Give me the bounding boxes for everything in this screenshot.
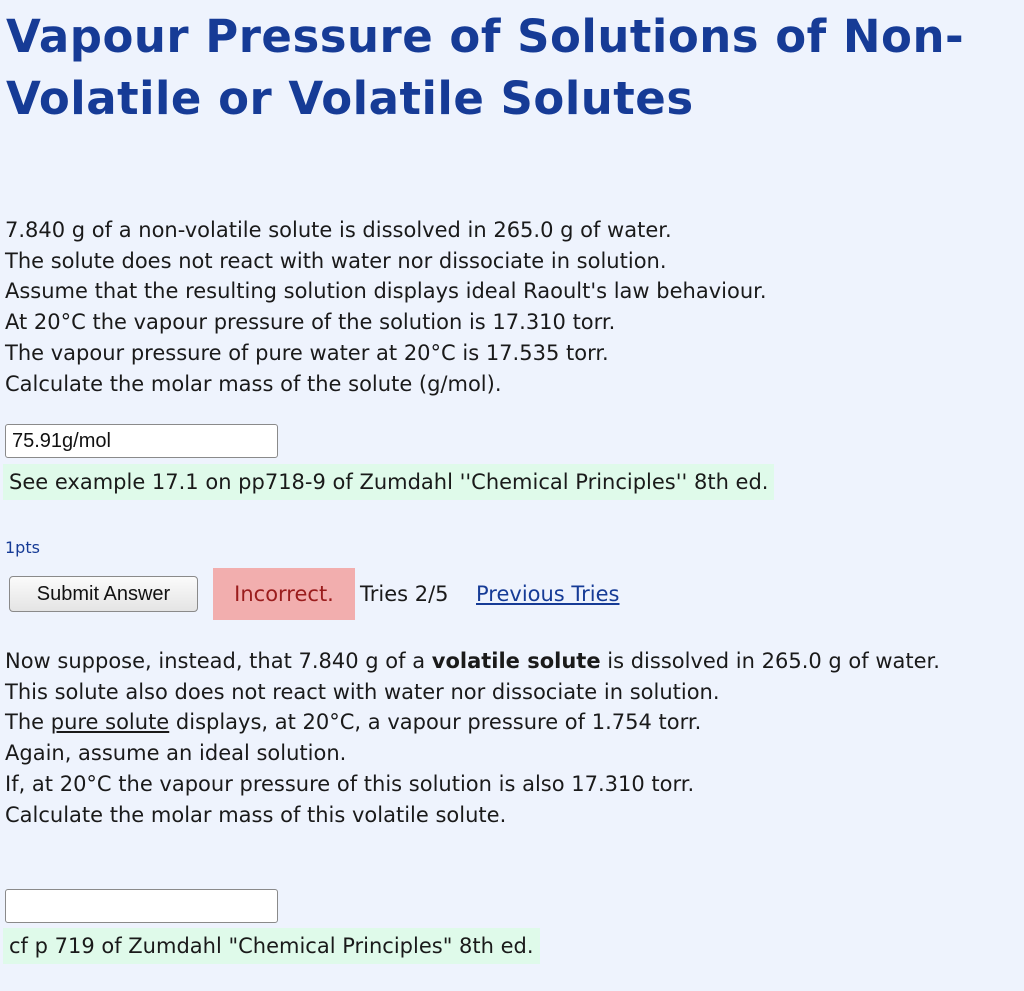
question-2-line: This solute also does not react with water nor dissociate in solution. xyxy=(5,679,720,704)
question-2-text-segment: Now suppose, instead, that 7.840 g of a xyxy=(5,649,432,673)
question-1-line: Assume that the resulting solution displays ideal Raoult's law behaviour. xyxy=(5,279,767,304)
answer-2-input[interactable] xyxy=(5,889,278,923)
submit-row xyxy=(9,568,1009,620)
answer-1-input[interactable] xyxy=(5,424,278,458)
question-1-line: 7.840 g of a non-volatile solute is dissolved in 265.0 g of water. xyxy=(5,218,672,242)
tries-counter: Tries 2/5 xyxy=(360,582,449,606)
question-2-line xyxy=(5,646,1015,677)
volatile-solute-emphasis: volatile solute xyxy=(431,649,601,673)
question-1-line: Calculate the molar mass of the solute (g/mol). xyxy=(5,371,502,396)
question-2-text-segment: is dissolved in 265.0 g of water. xyxy=(600,649,940,673)
hint-2: cf p 719 of Zumdahl "Chemical Principles" 8th ed. xyxy=(3,928,540,964)
question-2-text xyxy=(5,646,1015,830)
question-2-line: Calculate the molar mass of this volatile solute. xyxy=(5,802,507,827)
page-title: Vapour Pressure of Solutions of Non-Volatile or Volatile Solutes xyxy=(6,10,965,125)
question-2-text-segment: displays, at 20°C, a vapour pressure of 1.754 torr. xyxy=(169,710,702,735)
question-2-line: Again, assume an ideal solution. xyxy=(5,741,347,766)
question-2-text-segment: The xyxy=(5,710,51,735)
incorrect-status-badge: Incorrect. xyxy=(213,568,355,620)
question-1-line: The solute does not react with water nor dissociate in solution. xyxy=(5,248,667,273)
previous-tries-link[interactable]: Previous Tries xyxy=(476,582,620,606)
pure-solute-link[interactable]: pure solute xyxy=(50,710,170,735)
hint-1: See example 17.1 on pp718-9 of Zumdahl ''Chemical Principles'' 8th ed. xyxy=(3,464,774,500)
question-1-line: The vapour pressure of pure water at 20°C is 17.535 torr. xyxy=(5,340,609,365)
submit-answer-button[interactable]: Submit Answer xyxy=(9,576,198,612)
question-2-line xyxy=(5,707,1015,738)
question-1-text xyxy=(5,215,767,399)
points-label: 1pts xyxy=(5,538,40,557)
question-2-line: If, at 20°C the vapour pressure of this solution is also 17.310 torr. xyxy=(5,771,695,796)
question-1-line: At 20°C the vapour pressure of the solution is 17.310 torr. xyxy=(5,310,616,335)
